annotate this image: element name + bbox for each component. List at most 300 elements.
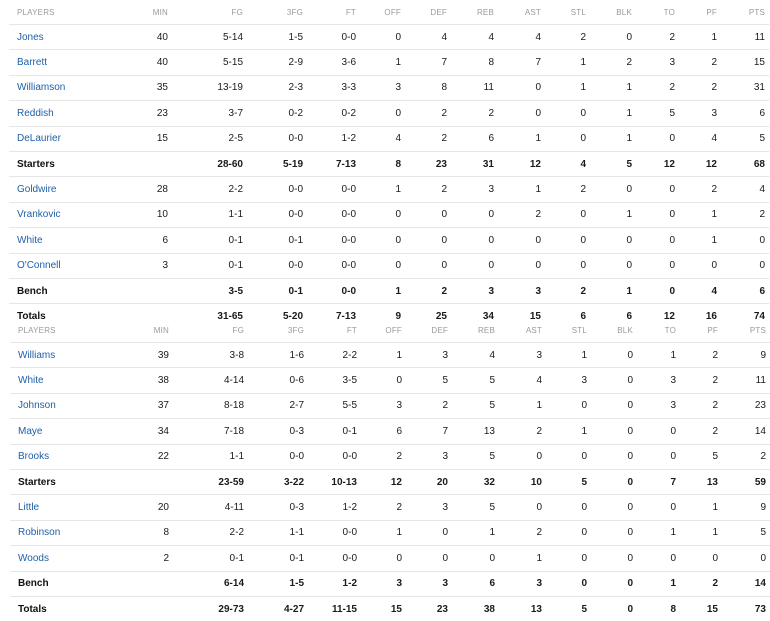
column-header-row bbox=[10, 318, 770, 343]
column-header-def[interactable]: DEF bbox=[406, 318, 452, 343]
stat-min: 35 bbox=[124, 75, 172, 100]
stat-fg: 31-65 bbox=[172, 304, 247, 329]
stat-reb: 38 bbox=[452, 596, 499, 621]
stat-reb: 6 bbox=[452, 571, 499, 596]
stat-def: 3 bbox=[406, 343, 452, 368]
stat-pts: 74 bbox=[721, 304, 769, 329]
column-header-ast[interactable]: AST bbox=[498, 0, 545, 25]
stat-min: 37 bbox=[125, 393, 173, 418]
bench-total-row bbox=[10, 571, 770, 596]
stat-pf: 1 bbox=[679, 228, 721, 253]
stat-off: 6 bbox=[361, 419, 406, 444]
column-header-fg[interactable]: FG bbox=[173, 318, 248, 343]
stat-stl: 0 bbox=[545, 228, 590, 253]
player-row bbox=[10, 444, 770, 469]
stat-def: 20 bbox=[406, 469, 452, 494]
stat-pf: 4 bbox=[679, 126, 721, 151]
column-header-name[interactable]: PLAYERS bbox=[10, 318, 125, 343]
column-header-to[interactable]: TO bbox=[637, 318, 680, 343]
player-row bbox=[9, 50, 769, 75]
stat-ast: 0 bbox=[498, 75, 545, 100]
stat-pf: 4 bbox=[679, 278, 721, 303]
player-name-link[interactable]: DeLaurier bbox=[9, 126, 124, 151]
stat-pts: 68 bbox=[721, 151, 769, 176]
stat-3fg: 0-0 bbox=[247, 253, 307, 278]
column-header-name[interactable]: PLAYERS bbox=[9, 0, 124, 25]
starters-total-row bbox=[9, 151, 769, 176]
column-header-pf[interactable]: PF bbox=[680, 318, 722, 343]
column-header-3fg[interactable]: 3FG bbox=[247, 0, 307, 25]
row-label: Bench bbox=[10, 571, 125, 596]
column-header-blk[interactable]: BLK bbox=[590, 0, 636, 25]
stat-min bbox=[125, 596, 173, 621]
row-label: Starters bbox=[9, 151, 124, 176]
stat-pts: 4 bbox=[721, 177, 769, 202]
stat-ft: 5-5 bbox=[308, 393, 361, 418]
stat-3fg: 0-3 bbox=[248, 419, 308, 444]
stat-stl: 0 bbox=[546, 393, 591, 418]
column-header-reb[interactable]: REB bbox=[451, 0, 498, 25]
stat-ast: 10 bbox=[499, 469, 546, 494]
stat-pts: 2 bbox=[722, 444, 770, 469]
player-name-link[interactable]: Brooks bbox=[10, 444, 125, 469]
stat-3fg: 0-0 bbox=[247, 126, 307, 151]
stat-fg: 29-73 bbox=[173, 596, 248, 621]
player-name-link[interactable]: Williams bbox=[10, 343, 125, 368]
stat-header bbox=[9, 0, 769, 25]
player-row bbox=[9, 126, 769, 151]
stat-ast: 3 bbox=[499, 571, 546, 596]
stat-def: 0 bbox=[405, 253, 451, 278]
player-name-link[interactable]: Johnson bbox=[10, 393, 125, 418]
stat-off: 3 bbox=[361, 571, 406, 596]
stat-pf: 1 bbox=[679, 202, 721, 227]
stat-pts: 0 bbox=[722, 546, 770, 571]
player-name-link[interactable]: Maye bbox=[10, 419, 125, 444]
player-name-link[interactable]: Woods bbox=[10, 546, 125, 571]
stat-blk: 0 bbox=[591, 571, 637, 596]
stat-pf: 2 bbox=[680, 368, 722, 393]
stat-to: 5 bbox=[636, 101, 679, 126]
player-row bbox=[10, 393, 770, 418]
stat-to: 1 bbox=[637, 571, 680, 596]
stat-blk: 6 bbox=[590, 304, 636, 329]
stat-stl: 6 bbox=[545, 304, 590, 329]
stat-to: 0 bbox=[636, 278, 679, 303]
stat-fg: 13-19 bbox=[172, 75, 247, 100]
stat-3fg: 1-6 bbox=[248, 343, 308, 368]
stat-min: 8 bbox=[125, 520, 173, 545]
stat-pf: 2 bbox=[680, 419, 722, 444]
stat-pts: 59 bbox=[722, 469, 770, 494]
stat-fg: 0-1 bbox=[172, 228, 247, 253]
stat-to: 0 bbox=[636, 202, 679, 227]
stat-def: 0 bbox=[406, 546, 452, 571]
stat-off: 2 bbox=[361, 444, 406, 469]
stat-reb: 4 bbox=[452, 343, 499, 368]
stat-reb: 31 bbox=[451, 151, 498, 176]
stat-ft: 0-0 bbox=[307, 253, 360, 278]
stat-to: 0 bbox=[637, 546, 680, 571]
stat-fg: 7-18 bbox=[173, 419, 248, 444]
column-header-pts[interactable]: PTS bbox=[721, 0, 769, 25]
stat-pf: 2 bbox=[679, 177, 721, 202]
player-row bbox=[9, 253, 769, 278]
row-label: Totals bbox=[9, 304, 124, 329]
column-header-to[interactable]: TO bbox=[636, 0, 679, 25]
player-name-link[interactable]: Little bbox=[10, 495, 125, 520]
stat-ast: 15 bbox=[498, 304, 545, 329]
stat-reb: 5 bbox=[452, 393, 499, 418]
stat-to: 1 bbox=[637, 343, 680, 368]
stat-off: 0 bbox=[360, 202, 405, 227]
stat-blk: 1 bbox=[590, 126, 636, 151]
stat-pts: 11 bbox=[722, 368, 770, 393]
stat-3fg: 0-3 bbox=[248, 495, 308, 520]
stat-blk: 0 bbox=[591, 495, 637, 520]
stat-def: 7 bbox=[406, 419, 452, 444]
stat-ast: 3 bbox=[498, 278, 545, 303]
stat-stl: 2 bbox=[545, 278, 590, 303]
stat-pf: 2 bbox=[680, 343, 722, 368]
stat-stl: 1 bbox=[545, 50, 590, 75]
stat-reb: 0 bbox=[452, 546, 499, 571]
stat-def: 23 bbox=[406, 596, 452, 621]
stat-stl: 0 bbox=[546, 520, 591, 545]
stat-def: 3 bbox=[406, 495, 452, 520]
player-name-link[interactable]: Jones bbox=[9, 25, 124, 50]
stat-3fg: 1-1 bbox=[248, 520, 308, 545]
stat-def: 25 bbox=[405, 304, 451, 329]
player-name-link[interactable]: Vrankovic bbox=[9, 202, 124, 227]
stat-ft: 3-5 bbox=[308, 368, 361, 393]
stat-pts: 5 bbox=[721, 126, 769, 151]
stat-reb: 8 bbox=[451, 50, 498, 75]
stat-ft: 0-2 bbox=[307, 101, 360, 126]
player-row bbox=[10, 419, 770, 444]
stat-off: 12 bbox=[361, 469, 406, 494]
stat-def: 0 bbox=[405, 202, 451, 227]
stat-pf: 2 bbox=[679, 50, 721, 75]
stat-stl: 5 bbox=[546, 469, 591, 494]
stat-3fg: 2-9 bbox=[247, 50, 307, 75]
stat-ft: 1-2 bbox=[307, 126, 360, 151]
stat-stl: 2 bbox=[545, 25, 590, 50]
player-name-link[interactable]: Reddish bbox=[9, 101, 124, 126]
stat-off: 1 bbox=[361, 520, 406, 545]
stat-def: 2 bbox=[406, 393, 452, 418]
player-name-link[interactable]: Williamson bbox=[9, 75, 124, 100]
stat-pf: 1 bbox=[680, 520, 722, 545]
stat-off: 9 bbox=[360, 304, 405, 329]
stat-ast: 0 bbox=[498, 101, 545, 126]
totals-row bbox=[10, 596, 770, 621]
player-row bbox=[10, 368, 770, 393]
stat-ast: 0 bbox=[498, 253, 545, 278]
stat-pf: 1 bbox=[679, 25, 721, 50]
stat-blk: 0 bbox=[591, 520, 637, 545]
stat-def: 7 bbox=[405, 50, 451, 75]
stat-stl: 0 bbox=[546, 546, 591, 571]
stat-off: 1 bbox=[360, 50, 405, 75]
column-header-ast[interactable]: AST bbox=[499, 318, 546, 343]
stat-reb: 11 bbox=[451, 75, 498, 100]
stat-to: 3 bbox=[636, 50, 679, 75]
stat-blk: 0 bbox=[591, 596, 637, 621]
stat-min: 40 bbox=[124, 50, 172, 75]
stat-fg: 2-5 bbox=[172, 126, 247, 151]
stat-def: 2 bbox=[405, 177, 451, 202]
team-1-box-score bbox=[9, 0, 769, 329]
stat-ast: 1 bbox=[499, 546, 546, 571]
stat-reb: 3 bbox=[451, 278, 498, 303]
stat-blk: 0 bbox=[591, 343, 637, 368]
stat-fg: 3-7 bbox=[172, 101, 247, 126]
stat-3fg: 0-0 bbox=[247, 177, 307, 202]
stat-ft: 0-0 bbox=[307, 202, 360, 227]
stat-pts: 6 bbox=[721, 278, 769, 303]
column-header-row bbox=[9, 0, 769, 25]
stat-fg: 0-1 bbox=[172, 253, 247, 278]
stat-blk: 0 bbox=[590, 253, 636, 278]
stat-blk: 0 bbox=[591, 368, 637, 393]
stat-pf: 2 bbox=[680, 571, 722, 596]
stat-to: 0 bbox=[636, 177, 679, 202]
stat-fg: 0-1 bbox=[173, 546, 248, 571]
stat-ast: 2 bbox=[498, 202, 545, 227]
stat-pts: 15 bbox=[721, 50, 769, 75]
row-label: Starters bbox=[10, 469, 125, 494]
stat-to: 0 bbox=[637, 419, 680, 444]
stat-min: 15 bbox=[124, 126, 172, 151]
column-header-min[interactable]: MIN bbox=[125, 318, 173, 343]
stat-def: 23 bbox=[405, 151, 451, 176]
stat-ast: 0 bbox=[499, 444, 546, 469]
stat-fg: 5-15 bbox=[172, 50, 247, 75]
stat-ast: 3 bbox=[499, 343, 546, 368]
column-header-pf[interactable]: PF bbox=[679, 0, 721, 25]
stat-3fg: 2-3 bbox=[247, 75, 307, 100]
stat-fg: 28-60 bbox=[172, 151, 247, 176]
stat-ast: 2 bbox=[499, 520, 546, 545]
stat-off: 0 bbox=[360, 253, 405, 278]
stat-min: 28 bbox=[124, 177, 172, 202]
stat-body bbox=[10, 343, 770, 621]
stat-to: 0 bbox=[636, 126, 679, 151]
stat-3fg: 0-2 bbox=[247, 101, 307, 126]
player-row bbox=[10, 495, 770, 520]
stat-stl: 0 bbox=[545, 253, 590, 278]
stat-ft: 0-0 bbox=[307, 278, 360, 303]
stat-reb: 5 bbox=[452, 444, 499, 469]
stat-off: 1 bbox=[360, 177, 405, 202]
stat-off: 8 bbox=[360, 151, 405, 176]
row-label: Bench bbox=[9, 278, 124, 303]
column-header-blk[interactable]: BLK bbox=[591, 318, 637, 343]
stat-reb: 34 bbox=[451, 304, 498, 329]
stat-fg: 2-2 bbox=[173, 520, 248, 545]
stat-min bbox=[124, 151, 172, 176]
stat-blk: 0 bbox=[591, 546, 637, 571]
stat-def: 3 bbox=[406, 571, 452, 596]
stat-ft: 10-13 bbox=[308, 469, 361, 494]
bench-total-row bbox=[9, 278, 769, 303]
stat-ft: 0-0 bbox=[308, 546, 361, 571]
stat-reb: 0 bbox=[451, 253, 498, 278]
stat-pts: 23 bbox=[722, 393, 770, 418]
stat-ft: 0-0 bbox=[307, 25, 360, 50]
stat-pts: 73 bbox=[722, 596, 770, 621]
stat-3fg: 0-1 bbox=[248, 546, 308, 571]
stat-fg: 23-59 bbox=[173, 469, 248, 494]
stat-stl: 0 bbox=[546, 444, 591, 469]
stat-stl: 1 bbox=[546, 419, 591, 444]
stat-reb: 0 bbox=[451, 228, 498, 253]
stat-off: 15 bbox=[361, 596, 406, 621]
stat-def: 0 bbox=[406, 520, 452, 545]
stat-pf: 2 bbox=[679, 75, 721, 100]
stat-ft: 2-2 bbox=[308, 343, 361, 368]
stat-ast: 4 bbox=[498, 25, 545, 50]
stat-ast: 1 bbox=[499, 393, 546, 418]
stat-3fg: 0-6 bbox=[248, 368, 308, 393]
stat-blk: 1 bbox=[590, 278, 636, 303]
stat-min: 22 bbox=[125, 444, 173, 469]
stat-min: 10 bbox=[124, 202, 172, 227]
player-row bbox=[9, 202, 769, 227]
stat-pts: 2 bbox=[721, 202, 769, 227]
player-name-link[interactable]: O'Connell bbox=[9, 253, 124, 278]
stat-ast: 1 bbox=[498, 177, 545, 202]
player-row bbox=[9, 228, 769, 253]
column-header-stl[interactable]: STL bbox=[545, 0, 590, 25]
stat-def: 2 bbox=[405, 101, 451, 126]
stat-pf: 0 bbox=[679, 253, 721, 278]
stat-off: 0 bbox=[360, 101, 405, 126]
stat-pts: 6 bbox=[721, 101, 769, 126]
stat-pf: 16 bbox=[679, 304, 721, 329]
stat-stl: 1 bbox=[545, 75, 590, 100]
stat-def: 3 bbox=[406, 444, 452, 469]
stat-def: 2 bbox=[405, 126, 451, 151]
stat-3fg: 5-19 bbox=[247, 151, 307, 176]
stat-ast: 7 bbox=[498, 50, 545, 75]
team-2-box-score bbox=[10, 318, 770, 621]
column-header-def[interactable]: DEF bbox=[405, 0, 451, 25]
stat-pts: 0 bbox=[721, 253, 769, 278]
stat-min: 20 bbox=[125, 495, 173, 520]
player-row bbox=[9, 75, 769, 100]
column-header-ft[interactable]: FT bbox=[307, 0, 360, 25]
stat-3fg: 2-7 bbox=[248, 393, 308, 418]
stat-off: 2 bbox=[361, 495, 406, 520]
stat-fg: 6-14 bbox=[173, 571, 248, 596]
stat-blk: 1 bbox=[590, 101, 636, 126]
stat-min: 34 bbox=[125, 419, 173, 444]
stat-min: 2 bbox=[125, 546, 173, 571]
stat-fg: 8-18 bbox=[173, 393, 248, 418]
stat-ft: 3-3 bbox=[307, 75, 360, 100]
player-name-link[interactable]: Barrett bbox=[9, 50, 124, 75]
stat-ast: 13 bbox=[499, 596, 546, 621]
stat-fg: 1-1 bbox=[172, 202, 247, 227]
stat-ft: 3-6 bbox=[307, 50, 360, 75]
stat-pts: 14 bbox=[722, 419, 770, 444]
stat-blk: 0 bbox=[591, 469, 637, 494]
stat-fg: 2-2 bbox=[172, 177, 247, 202]
stat-reb: 1 bbox=[452, 520, 499, 545]
stat-min: 6 bbox=[124, 228, 172, 253]
stat-3fg: 0-1 bbox=[247, 228, 307, 253]
stat-header bbox=[10, 318, 770, 343]
column-header-pts[interactable]: PTS bbox=[722, 318, 770, 343]
stat-to: 8 bbox=[637, 596, 680, 621]
column-header-reb[interactable]: REB bbox=[452, 318, 499, 343]
stat-3fg: 1-5 bbox=[248, 571, 308, 596]
stat-stl: 0 bbox=[545, 101, 590, 126]
stat-blk: 2 bbox=[590, 50, 636, 75]
stat-blk: 0 bbox=[590, 228, 636, 253]
stat-3fg: 5-20 bbox=[247, 304, 307, 329]
player-name-link[interactable]: Goldwire bbox=[9, 177, 124, 202]
stat-3fg: 0-0 bbox=[247, 202, 307, 227]
stat-ft: 0-0 bbox=[307, 177, 360, 202]
stat-off: 1 bbox=[361, 343, 406, 368]
stat-min: 38 bbox=[125, 368, 173, 393]
player-name-link[interactable]: White bbox=[10, 368, 125, 393]
stat-pts: 31 bbox=[721, 75, 769, 100]
stat-pts: 9 bbox=[722, 495, 770, 520]
stat-ast: 0 bbox=[499, 495, 546, 520]
stat-ast: 4 bbox=[499, 368, 546, 393]
stat-fg: 3-8 bbox=[173, 343, 248, 368]
stat-reb: 6 bbox=[451, 126, 498, 151]
stat-reb: 2 bbox=[451, 101, 498, 126]
stat-min: 40 bbox=[124, 25, 172, 50]
column-header-ft[interactable]: FT bbox=[308, 318, 361, 343]
stat-ft: 0-0 bbox=[307, 228, 360, 253]
stat-body bbox=[9, 25, 769, 329]
column-header-stl[interactable]: STL bbox=[546, 318, 591, 343]
player-row bbox=[10, 520, 770, 545]
column-header-fg[interactable]: FG bbox=[172, 0, 247, 25]
stat-stl: 1 bbox=[546, 343, 591, 368]
stat-pf: 3 bbox=[679, 101, 721, 126]
stat-def: 2 bbox=[405, 278, 451, 303]
stat-ft: 0-0 bbox=[308, 444, 361, 469]
player-row bbox=[10, 546, 770, 571]
stat-to: 1 bbox=[637, 520, 680, 545]
stat-def: 5 bbox=[406, 368, 452, 393]
stat-ft: 7-13 bbox=[307, 151, 360, 176]
column-header-3fg[interactable]: 3FG bbox=[248, 318, 308, 343]
player-name-link[interactable]: White bbox=[9, 228, 124, 253]
stat-min bbox=[124, 278, 172, 303]
stat-ft: 1-2 bbox=[308, 571, 361, 596]
stat-reb: 5 bbox=[452, 495, 499, 520]
stat-fg: 1-1 bbox=[173, 444, 248, 469]
column-header-off[interactable]: OFF bbox=[361, 318, 406, 343]
stat-stl: 0 bbox=[546, 495, 591, 520]
column-header-off[interactable]: OFF bbox=[360, 0, 405, 25]
stat-pf: 5 bbox=[680, 444, 722, 469]
stat-to: 3 bbox=[637, 368, 680, 393]
stat-min: 23 bbox=[124, 101, 172, 126]
stat-fg: 4-11 bbox=[173, 495, 248, 520]
stat-3fg: 0-0 bbox=[248, 444, 308, 469]
player-name-link[interactable]: Robinson bbox=[10, 520, 125, 545]
column-header-min[interactable]: MIN bbox=[124, 0, 172, 25]
